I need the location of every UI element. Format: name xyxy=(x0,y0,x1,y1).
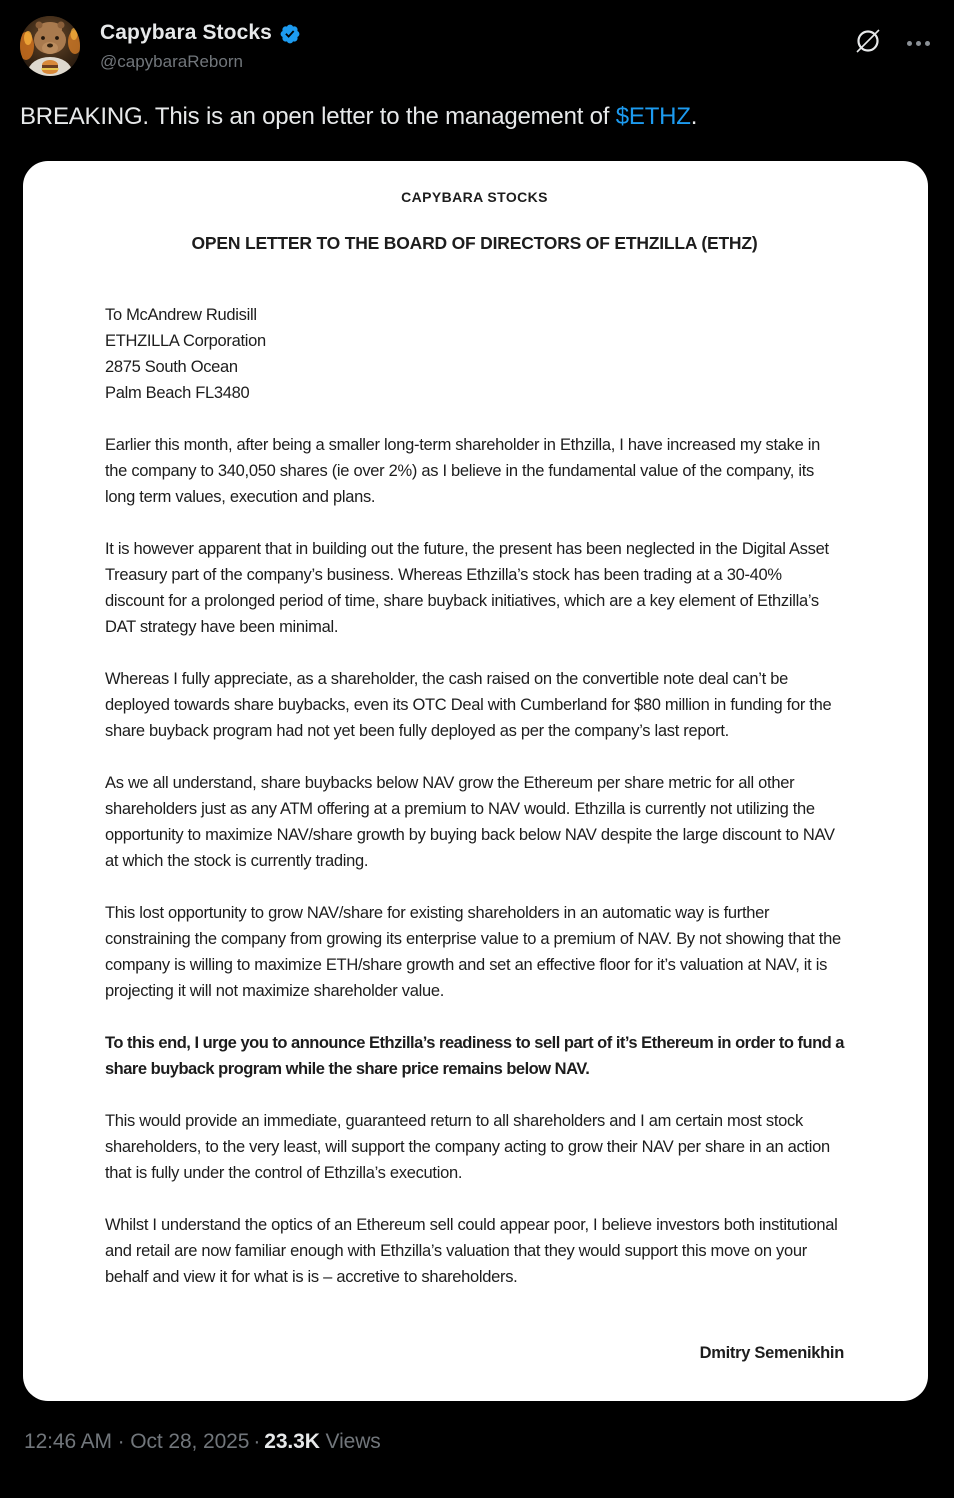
author-name[interactable]: Capybara Stocks xyxy=(100,21,272,44)
cashtag-link[interactable]: $ETHZ xyxy=(615,103,691,130)
tweet-text-before: BREAKING. This is an open letter to the management of xyxy=(20,103,616,130)
tweet-text-after: . xyxy=(690,103,698,130)
letter-paragraph: It is however apparent that in building out the future, the present has been neglected in the Digital Asset Treasury part of the company’s business. Whereas Ethzilla’s stock has been trading at a 30-40% discount for a prolonged period of time, share buyback initiatives, which are a key element of Ethzilla’s DAT strategy have been minimal. xyxy=(105,540,829,636)
author-block xyxy=(100,16,301,72)
letter-paragraph: As we all understand, share buybacks below NAV grow the Ethereum per share metric for all other shareholders just as any ATM offering at a premium to NAV would. Ethzilla is currently not utilizing the opportunity to maximize NAV/share growth by buying back below NAV despite the large discount to NAV at which the stock is currently trading. xyxy=(105,774,835,870)
address-line: 2875 South Ocean xyxy=(105,358,238,376)
letter-paragraph: This lost opportunity to grow NAV/share for existing shareholders in an automatic way is further constraining the company from growing its enterprise value to a premium of NAV. By not showing that the company is willing to maximize ETH/share growth and set an effective floor for it’s valuation at NAV, it is projecting it will not maximize shareholder value. xyxy=(105,904,841,1000)
letter-title: OPEN LETTER TO THE BOARD OF DIRECTORS OF ETHZILLA (ETHZ) xyxy=(191,233,758,253)
tweet-footer xyxy=(24,1430,934,1454)
address-line: Palm Beach FL3480 xyxy=(105,384,250,402)
letter-paragraph-emphasis: To this end, I urge you to announce Ethzilla’s readiness to sell part of it’s Ethereum in order to fund a share buyback program while the share price remains below NAV. xyxy=(105,1034,844,1078)
timestamp: 12:46 AM · Oct 28, 2025 xyxy=(24,1430,250,1453)
footer-separator: · xyxy=(253,1430,261,1453)
letter-paragraph: Earlier this month, after being a smaller long-term shareholder in Ethzilla, I have increased my stake in the company to 340,050 shares (ie over 2%) as I believe in the fundamental value of the company, its long term values, execution and plans. xyxy=(105,436,821,506)
grok-icon[interactable] xyxy=(853,26,883,56)
avatar[interactable] xyxy=(20,16,80,76)
letterhead: CAPYBARA STOCKS xyxy=(401,189,548,205)
tweet-header xyxy=(20,16,934,76)
header-actions xyxy=(853,16,934,56)
views-count: 23.3K xyxy=(264,1430,320,1453)
address-line: To McAndrew Rudisill xyxy=(105,306,257,324)
capybara-avatar-image xyxy=(20,16,80,76)
tweet-text xyxy=(20,102,934,132)
views-label: Views xyxy=(325,1430,381,1453)
address-line: ETHZILLA Corporation xyxy=(105,332,266,350)
letter-address xyxy=(105,302,844,406)
letter-signature: Dmitry Semenikhin xyxy=(699,1344,844,1362)
letter-paragraph: Whereas I fully appreciate, as a shareholder, the cash raised on the convertible note deal can’t be deployed towards share buybacks, even its OTC Deal with Cumberland for $80 million in funding for the share buyback program had not yet been fully deployed as per the company’s last report. xyxy=(105,670,832,740)
letter-image[interactable] xyxy=(23,161,928,1401)
verified-badge-icon xyxy=(279,23,301,45)
letter-paragraph: This would provide an immediate, guaranteed return to all shareholders and I am certain most stock shareholders, to the very least, will support the company acting to grow their NAV per share in an action that is fully under the control of Ethzilla’s execution. xyxy=(105,1112,830,1182)
more-options-icon[interactable] xyxy=(907,37,930,46)
author-handle[interactable]: @capybaraReborn xyxy=(100,52,243,71)
author-name-row[interactable] xyxy=(100,21,301,45)
letter-paragraph: Whilst I understand the optics of an Ethereum sell could appear poor, I believe investors both institutional and retail are now familiar enough with Ethzilla’s valuation that they would support this move on your behalf and view it for what is is – accretive to shareholders. xyxy=(105,1216,838,1286)
